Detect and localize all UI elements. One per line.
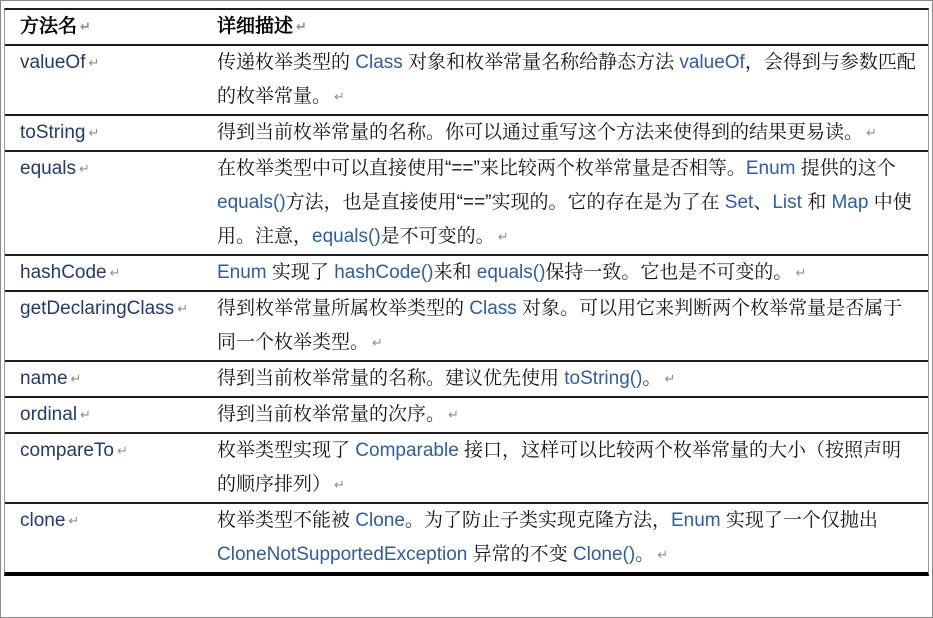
pilcrow-mark: ↵: [296, 19, 307, 34]
text-segment: 得到当前枚举常量的名称。你可以通过重写这个方法来使得到的结果更易读。: [217, 122, 864, 143]
description-cell: [217, 256, 928, 290]
text-segment: 得到当前枚举常量的次序。: [217, 404, 446, 425]
code-token: equals(): [312, 226, 381, 247]
text-segment: 和: [801, 192, 832, 213]
description-text: [217, 298, 902, 353]
text-segment: 得到当前枚举常量的名称。建议优先使用: [217, 368, 565, 389]
method-name-text: compareTo: [20, 440, 114, 461]
method-name-text: valueOf: [20, 52, 86, 73]
table-row: [5, 46, 928, 116]
method-name-text: ordinal: [20, 404, 78, 425]
code-token: valueOf: [679, 52, 745, 73]
description-text: [217, 122, 863, 143]
code-token: Class: [355, 52, 403, 73]
table-row: [5, 152, 928, 256]
pilcrow-mark: ↵: [109, 265, 121, 280]
header-method-cell: [5, 10, 217, 44]
text-segment: 在枚举类型中可以直接使用“==”来比较两个枚举常量是否相等。: [217, 158, 746, 179]
description-text: [217, 440, 901, 495]
pilcrow-mark: ↵: [80, 407, 91, 422]
description-cell: [217, 116, 928, 150]
text-segment: 异常的不变: [467, 544, 573, 565]
pilcrow-mark: ↵: [497, 229, 509, 244]
method-name-text: getDeclaringClass: [20, 298, 175, 319]
text-segment: 中使用。注意，: [217, 192, 912, 247]
table-row: [5, 292, 928, 362]
code-token: hashCode(): [334, 262, 434, 283]
method-cell: [5, 256, 217, 290]
text-segment: 是不可变的。: [380, 226, 495, 247]
pilcrow-mark: ↵: [177, 301, 189, 316]
text-segment: 传递枚举类型的: [217, 52, 356, 73]
table-header-row: [5, 10, 928, 46]
pilcrow-mark: ↵: [448, 407, 459, 422]
text-segment: 对象和枚举常量名称给静态方法: [402, 52, 680, 73]
pilcrow-mark: ↵: [80, 19, 91, 34]
header-description-cell: [217, 10, 928, 44]
header-description-label: 详细描述: [217, 16, 294, 37]
text-segment: 枚举类型不能被: [217, 510, 356, 531]
text-segment: 保持一致。它也是不可变的。: [545, 262, 793, 283]
pilcrow-mark: ↵: [79, 161, 90, 176]
table-body: [5, 46, 928, 572]
text-segment: 、: [753, 192, 773, 213]
text-segment: ，会得到与参数匹配的枚举常量。: [217, 52, 916, 107]
methods-table: [4, 8, 929, 576]
text-segment: 。: [635, 544, 655, 565]
method-cell: [5, 398, 217, 432]
method-cell: [5, 152, 217, 254]
description-text: [217, 52, 916, 107]
description-text: [217, 510, 878, 565]
description-text: [217, 158, 912, 247]
text-segment: 。: [642, 368, 662, 389]
header-method-label: 方法名: [20, 16, 78, 37]
code-token: Class: [469, 298, 517, 319]
table-row: [5, 398, 928, 434]
text-segment: 对象。可以用它来判断两个枚举常量是否属于同一个枚举类型。: [217, 298, 903, 353]
code-token: toString(): [564, 368, 643, 389]
pilcrow-mark: ↵: [68, 513, 80, 528]
pilcrow-mark: ↵: [117, 443, 128, 458]
text-segment: 方法，也是直接使用“==”实现的。它的存在是为了在: [285, 192, 725, 213]
pilcrow-mark: ↵: [657, 547, 669, 562]
text-segment: 来和: [433, 262, 477, 283]
description-cell: [217, 434, 928, 502]
code-token: Clone(): [572, 544, 636, 565]
description-cell: [217, 398, 928, 432]
method-cell: [5, 46, 217, 114]
description-cell: [217, 292, 928, 360]
method-cell: [5, 434, 217, 502]
code-token: equals(): [476, 262, 546, 283]
code-token: CloneNotSupportedException: [217, 544, 468, 565]
code-token: Comparable: [355, 440, 459, 461]
pilcrow-mark: ↵: [88, 55, 100, 70]
description-cell: [217, 152, 928, 254]
pilcrow-mark: ↵: [70, 371, 82, 386]
method-name-text: toString: [20, 122, 86, 143]
text-segment: 。为了防止子类实现克隆方法，: [404, 510, 671, 531]
code-token: List: [772, 192, 802, 213]
text-segment: 实现了: [266, 262, 335, 283]
table-row: [5, 256, 928, 292]
pilcrow-mark: ↵: [795, 265, 807, 280]
description-cell: [217, 362, 928, 396]
text-segment: 得到枚举常量所属枚举类型的: [217, 298, 470, 319]
pilcrow-mark: ↵: [334, 89, 345, 104]
description-text: [217, 368, 661, 389]
pilcrow-mark: ↵: [664, 371, 676, 386]
description-text: [217, 404, 445, 425]
method-name-text: clone: [20, 510, 66, 531]
method-cell: [5, 116, 217, 150]
pilcrow-mark: ↵: [372, 335, 383, 350]
description-cell: [217, 504, 928, 572]
table-row: [5, 434, 928, 504]
code-token: Enum: [670, 510, 721, 531]
text-segment: 实现了一个仅抛出: [720, 510, 878, 531]
method-name-text: hashCode: [20, 262, 107, 283]
table-row: [5, 504, 928, 572]
table-row: [5, 116, 928, 152]
text-segment: 接口，这样可以比较两个枚举常量的大小（按照声明的顺序排列）: [217, 440, 902, 495]
method-name-text: name: [20, 368, 68, 389]
pilcrow-mark: ↵: [88, 125, 100, 140]
table-row: [5, 362, 928, 398]
pilcrow-mark: ↵: [866, 125, 877, 140]
description-cell: [217, 46, 928, 114]
pilcrow-mark: ↵: [334, 477, 345, 492]
method-cell: [5, 292, 217, 360]
text-segment: 枚举类型实现了: [217, 440, 356, 461]
method-name-text: equals: [20, 158, 76, 179]
text-segment: 提供的这个: [795, 158, 896, 179]
code-token: equals(): [217, 192, 286, 213]
method-cell: [5, 362, 217, 396]
code-token: Map: [831, 192, 869, 213]
method-cell: [5, 504, 217, 572]
description-text: [217, 262, 792, 283]
code-token: Set: [724, 192, 754, 213]
code-token: Clone: [355, 510, 405, 531]
code-token: Enum: [217, 262, 267, 283]
code-token: Enum: [745, 158, 796, 179]
